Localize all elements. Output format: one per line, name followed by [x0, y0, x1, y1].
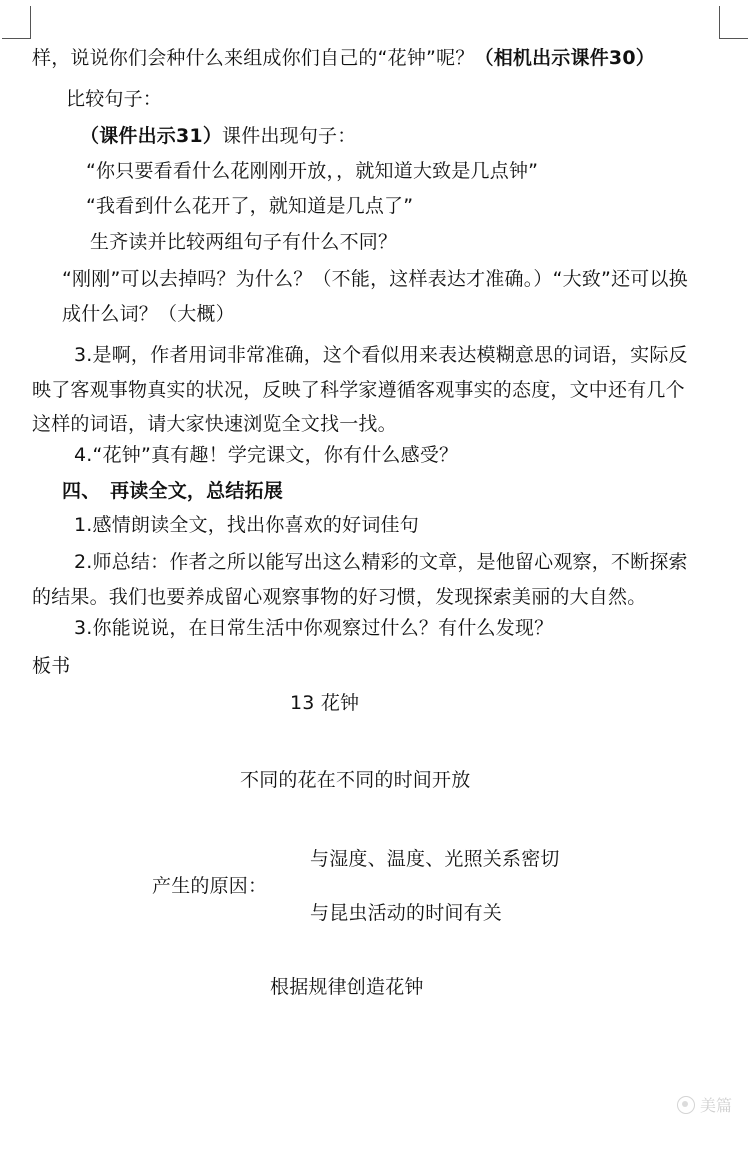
line-3-bold-note: （课件出示31）	[80, 125, 223, 147]
board-title: 13 花钟	[290, 692, 360, 714]
paragraph-line-6: 生齐读并比较两组句子有什么不同？	[90, 231, 398, 253]
page-corner-mark-right	[719, 6, 748, 39]
paragraph-line-15: 2.师总结：作者之所以能写出这么精彩的文章，是他留心观察，不断探索	[74, 551, 688, 573]
board-cause-label: 产生的原因：	[152, 875, 268, 897]
paragraph-line-1	[32, 44, 655, 72]
paragraph-line-14: 1.感情朗读全文，找出你喜欢的好词佳句	[74, 514, 419, 536]
paragraph-line-17: 3.你能说说，在日常生活中你观察过什么？有什么发现？	[74, 617, 554, 639]
line-3-text: 课件出现句子：	[222, 125, 357, 147]
line-1-text: 样，说说你们会种什么来组成你们自己的“花钟”呢？	[32, 47, 475, 69]
compare-sentences-heading: 比较句子：	[66, 88, 163, 110]
paragraph-line-16: 的结果。我们也要养成留心观察事物的好习惯，发现探索美丽的大自然。	[32, 586, 647, 608]
blackboard-heading: 板书	[32, 655, 71, 677]
paragraph-line-10: 映了客观事物真实的状况，反映了科学家遵循客观事实的态度，文中还有几个	[32, 379, 685, 401]
paragraph-line-11: 这样的词语，请大家快速浏览全文找一找。	[32, 413, 397, 435]
paragraph-line-7: “刚刚”可以去掉吗？为什么？（不能，这样表达才准确。）“大致”还可以换	[62, 268, 688, 290]
meipian-logo-icon	[677, 1096, 695, 1114]
page-corner-mark-left	[2, 6, 31, 39]
sentence-quote-2: “我看到什么花开了，就知道是几点了”	[86, 195, 414, 217]
section-heading-four: 四、 再读全文，总结拓展	[62, 480, 283, 502]
paragraph-line-3	[80, 122, 356, 150]
meipian-watermark	[677, 1093, 732, 1116]
board-point-1: 不同的花在不同的时间开放	[240, 769, 471, 791]
board-cause-1: 与湿度、温度、光照关系密切	[310, 848, 560, 870]
paragraph-line-9: 3.是啊，作者用词非常准确，这个看似用来表达模糊意思的词语，实际反	[74, 344, 688, 366]
paragraph-line-8: 成什么词？（大概）	[62, 303, 235, 325]
board-cause-2: 与昆虫活动的时间有关	[310, 902, 503, 924]
watermark-text: 美篇	[699, 1096, 732, 1115]
board-point-3: 根据规律创造花钟	[270, 976, 424, 998]
paragraph-line-12: 4.“花钟”真有趣！学完课文，你有什么感受？	[74, 444, 459, 466]
sentence-quote-1: “你只要看看什么花刚刚开放，，就知道大致是几点钟”	[86, 160, 539, 182]
line-1-bold-note: （相机出示课件30）	[474, 47, 655, 69]
